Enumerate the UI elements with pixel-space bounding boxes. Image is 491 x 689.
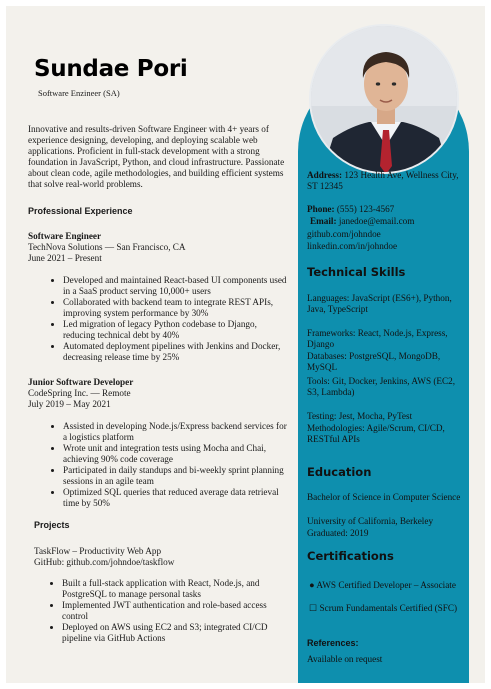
certifications-heading: Certifications <box>307 549 394 563</box>
job-dates: July 2019 – May 2021 <box>28 399 111 409</box>
education-heading: Education <box>307 465 372 479</box>
contact-phone <box>307 204 467 215</box>
contact-email <box>310 216 470 227</box>
skills-tools: Tools: Git, Docker, Jenkins, AWS (EC2, S3, Lambda) <box>307 376 456 397</box>
job-entry <box>28 377 290 509</box>
resume-page <box>6 6 485 683</box>
project-bullet: • Implemented JWT authentication and role-based access control <box>62 600 290 622</box>
education-school: University of California, Berkeley <box>307 516 434 526</box>
project-link: GitHub: github.com/johndoe/taskflow <box>34 557 175 567</box>
certification-item: ☐ Scrum Fundamentals Certified (SFC) <box>309 603 458 613</box>
job-company: CodeSpring Inc. — Remote <box>28 388 131 398</box>
job-role: Software Engineer <box>28 231 102 241</box>
job-bullet: • Optimized SQL queries that reduced average data retrieval time by 50% <box>63 487 290 509</box>
certification-item: ● AWS Certified Developer – Associate <box>309 580 456 590</box>
skills-heading: Technical Skills <box>307 265 406 279</box>
job-bullet: • Developed and maintained React-based UI components used in a SaaS product serving 10,000+ users <box>63 275 290 297</box>
address-value: 123 Health Ave, Wellness City, ST 12345 <box>307 170 459 191</box>
job-role: Junior Software Developer <box>28 377 134 387</box>
email-label: Email: <box>310 216 337 226</box>
job-bullet: • Wrote unit and integration tests using Mocha and Chai, achieving 90% code coverage <box>63 443 290 465</box>
address-label: Address: <box>307 170 343 180</box>
job-bullet: • Assisted in developing Node.js/Express backend services for a logistics platform <box>63 421 290 443</box>
skills-languages: Languages: JavaScript (ES6+), Python, Java, TypeScript <box>307 293 452 314</box>
profile-photo-illustration <box>311 26 459 174</box>
candidate-name: Sundae Pori <box>34 56 188 82</box>
projects-heading: Projects <box>34 520 70 530</box>
job-bullet: • Collaborated with backend team to integrate REST APIs, improving system performance by 30% <box>63 297 290 319</box>
phone-label: Phone: <box>307 204 335 214</box>
contact-address <box>307 170 467 192</box>
job-bullet: • Led migration of legacy Python codebase to Django, reducing technical debt by 40% <box>63 319 290 341</box>
project-bullet: • Deployed on AWS using EC2 and S3; integrated CI/CD pipeline via GitHub Actions <box>62 622 290 644</box>
skills-testing: Testing: Jest, Mocha, PyTest <box>307 411 413 421</box>
skills-methodologies: Methodologies: Agile/Scrum, CI/CD, RESTful APIs <box>307 423 445 444</box>
summary-paragraph: Innovative and results-driven Software Engineer with 4+ years of experience designing, developing, and deploying scalable web applications. Proficient in full-stack development with a strong foundation in JavaScript, Python, and cloud infrastructure. Passionate about clean code, agile methodologies, and building efficient systems that solve real-world problems. <box>28 124 285 189</box>
project-bullets <box>34 578 290 644</box>
education-degree: Bachelor of Science in Computer Science <box>307 492 461 502</box>
profile-photo <box>309 24 459 174</box>
job-bullets <box>28 275 290 363</box>
job-dates: June 2021 – Present <box>28 253 102 263</box>
job-bullets <box>28 421 290 509</box>
contact-github[interactable]: github.com/johndoe <box>307 229 381 239</box>
skills-databases: Databases: PostgreSQL, MongoDB, MySQL <box>307 351 441 372</box>
contact-linkedin[interactable]: linkedin.com/in/johndoe <box>307 241 398 251</box>
references-text: Available on request <box>307 654 383 664</box>
job-bullet: • Participated in daily standups and bi-weekly sprint planning sessions in an agile team <box>63 465 290 487</box>
job-company: TechNova Solutions — San Francisco, CA <box>28 242 186 252</box>
job-bullet: • Automated deployment pipelines with Jenkins and Docker, decreasing release time by 25% <box>63 341 290 363</box>
project-bullet: • Built a full-stack application with React, Node.js, and PostgreSQL to manage personal tasks <box>62 578 290 600</box>
candidate-title: Software Enzineer (SA) <box>38 88 120 98</box>
education-graduated: Graduated: 2019 <box>307 528 369 538</box>
skills-frameworks: Frameworks: React, Node.js, Express, Django <box>307 328 448 349</box>
experience-heading: Professional Experience <box>28 206 133 216</box>
phone-value: (555) 123-4567 <box>336 204 395 214</box>
project-entry <box>34 546 290 644</box>
job-entry <box>28 231 290 363</box>
email-value[interactable]: janedoe@email.com <box>338 216 415 226</box>
project-name: TaskFlow – Productivity Web App <box>34 546 162 556</box>
references-heading: References: <box>307 638 359 648</box>
